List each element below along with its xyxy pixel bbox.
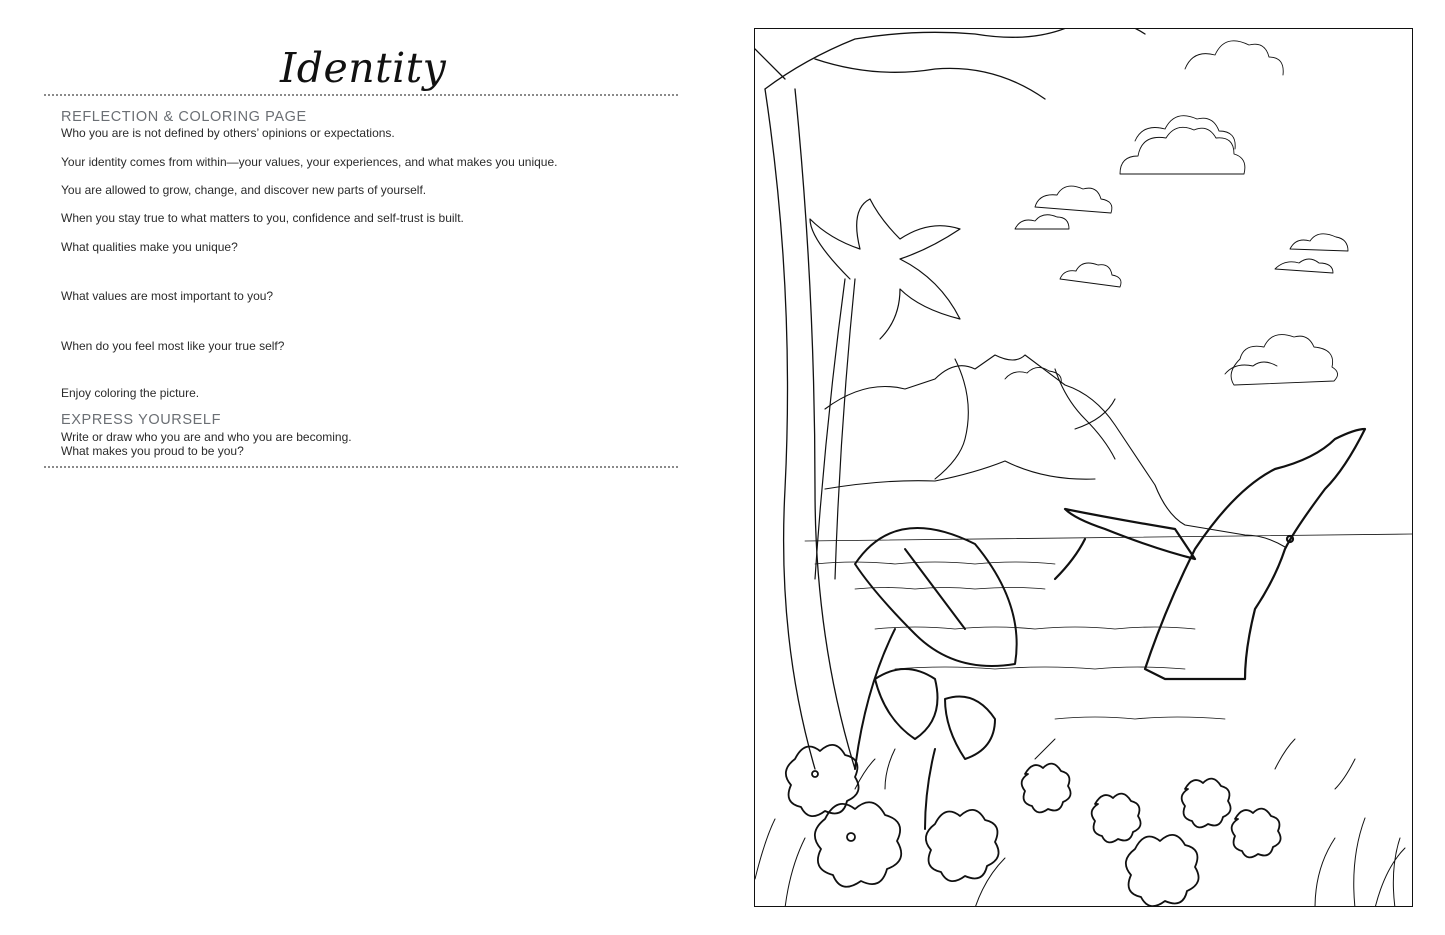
reflection-heading: REFLECTION & COLORING PAGE — [61, 109, 307, 125]
ocean-lines — [805, 534, 1413, 719]
whale-illustration — [1055, 429, 1365, 679]
closing-line: Enjoy coloring the picture. — [61, 386, 200, 400]
express-line-2: What makes you proud to be you? — [61, 444, 244, 458]
express-line-1: Write or draw who you are and who you are becoming. — [61, 430, 352, 444]
page-title: Identity — [280, 44, 447, 92]
question-1: What qualities make you unique? — [61, 240, 238, 254]
paragraph-4: When you stay true to what matters to you, confidence and self-trust is built. — [61, 211, 464, 225]
question-2: What values are most important to you? — [61, 289, 274, 303]
hibiscus-flowers — [786, 745, 1281, 906]
express-heading: EXPRESS YOURSELF — [61, 412, 222, 428]
taro-leaves — [855, 528, 1017, 829]
bottom-dotted-divider — [44, 466, 678, 468]
paragraph-2: Your identity comes from within—your values, your experiences, and what makes you unique. — [61, 155, 558, 169]
question-3: When do you feel most like your true self? — [61, 339, 285, 353]
cloud-group — [1005, 41, 1348, 385]
paragraph-1: Who you are is not defined by others’ opinions or expectations. — [61, 126, 395, 140]
top-dotted-divider — [44, 94, 678, 96]
paragraph-3: You are allowed to grow, change, and discover new parts of yourself. — [61, 183, 427, 197]
mountain-range — [825, 355, 1285, 547]
coloring-illustration — [754, 28, 1413, 907]
grass-foliage — [755, 739, 1405, 907]
middle-palm-tree — [810, 199, 960, 579]
